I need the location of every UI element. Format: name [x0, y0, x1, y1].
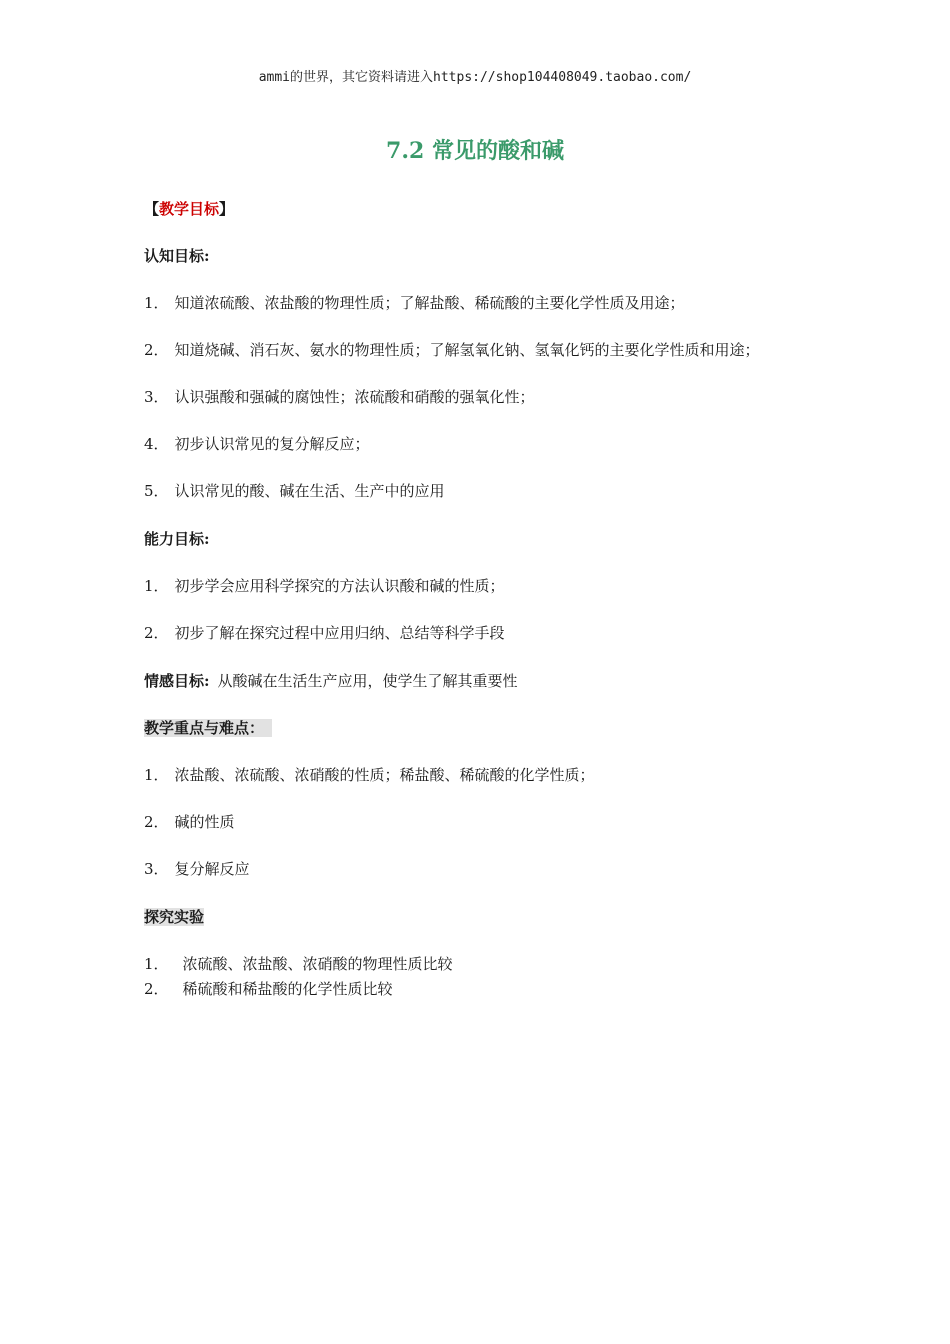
item-text: 稀硫酸和稀盐酸的化学性质比较 [182, 980, 393, 998]
cognitive-item [144, 293, 685, 313]
item-text: 浓硫酸、浓盐酸、浓硝酸的物理性质比较 [182, 955, 453, 973]
item-text: 认识常见的酸、碱在生活、生产中的应用 [174, 482, 445, 500]
key-points-heading: 教学重点与难点： [144, 719, 272, 737]
item-number: 1． [144, 577, 169, 595]
cognitive-item [144, 340, 760, 360]
cognitive-heading: 认知目标: [144, 247, 210, 265]
item-number: 1． [144, 294, 169, 312]
experiments-heading-row [144, 907, 204, 927]
cognitive-item [144, 387, 535, 407]
item-number: 5． [144, 482, 169, 500]
key-point-item [144, 859, 250, 879]
objectives-heading-text: 教学目标 [159, 200, 220, 218]
key-point-item [144, 765, 595, 785]
item-text: 认识强酸和强碱的腐蚀性；浓硫酸和硝酸的强氧化性； [174, 388, 535, 406]
emotion-text: 从酸碱在生活生产应用，使学生了解其重要性 [217, 672, 518, 690]
key-points-heading-row [144, 718, 272, 738]
page-header: ammi的世界，其它资料请进入https://shop104408049.taobao.com/ [258, 70, 692, 85]
bracket-close: 】 [219, 200, 235, 218]
item-number: 3． [144, 860, 169, 878]
ability-item [144, 623, 505, 643]
item-number: 1． [144, 955, 169, 973]
item-number: 2． [144, 624, 169, 642]
item-number: 2． [144, 980, 169, 998]
objectives-heading [144, 199, 234, 219]
item-text: 复分解反应 [174, 860, 250, 878]
item-text: 知道烧碱、消石灰、氨水的物理性质；了解氢氧化钠、氢氧化钙的主要化学性质和用途； [174, 341, 760, 359]
item-text: 初步学会应用科学探究的方法认识酸和碱的性质； [174, 577, 505, 595]
key-point-item [144, 812, 235, 832]
item-text: 知道浓硫酸、浓盐酸的物理性质；了解盐酸、稀硫酸的主要化学性质及用途； [174, 294, 685, 312]
document-title: 7.2 常见的酸和碱 [386, 138, 564, 164]
experiment-item [144, 979, 393, 999]
experiment-item [144, 954, 453, 974]
item-number: 1． [144, 766, 169, 784]
item-text: 初步认识常见的复分解反应； [174, 435, 370, 453]
emotion-objective [144, 671, 518, 691]
experiments-heading: 探究实验 [144, 908, 205, 926]
emotion-heading: 情感目标: [144, 672, 210, 690]
item-number: 3． [144, 388, 169, 406]
cognitive-item [144, 481, 445, 501]
item-text: 浓盐酸、浓硫酸、浓硝酸的性质；稀盐酸、稀硫酸的化学性质； [174, 766, 595, 784]
item-number: 4． [144, 435, 169, 453]
cognitive-item [144, 434, 370, 454]
item-text: 碱的性质 [174, 813, 235, 831]
ability-heading: 能力目标: [144, 530, 210, 548]
bracket-open: 【 [144, 200, 160, 218]
item-number: 2． [144, 341, 169, 359]
item-number: 2． [144, 813, 169, 831]
ability-item [144, 576, 505, 596]
item-text: 初步了解在探究过程中应用归纳、总结等科学手段 [174, 624, 505, 642]
